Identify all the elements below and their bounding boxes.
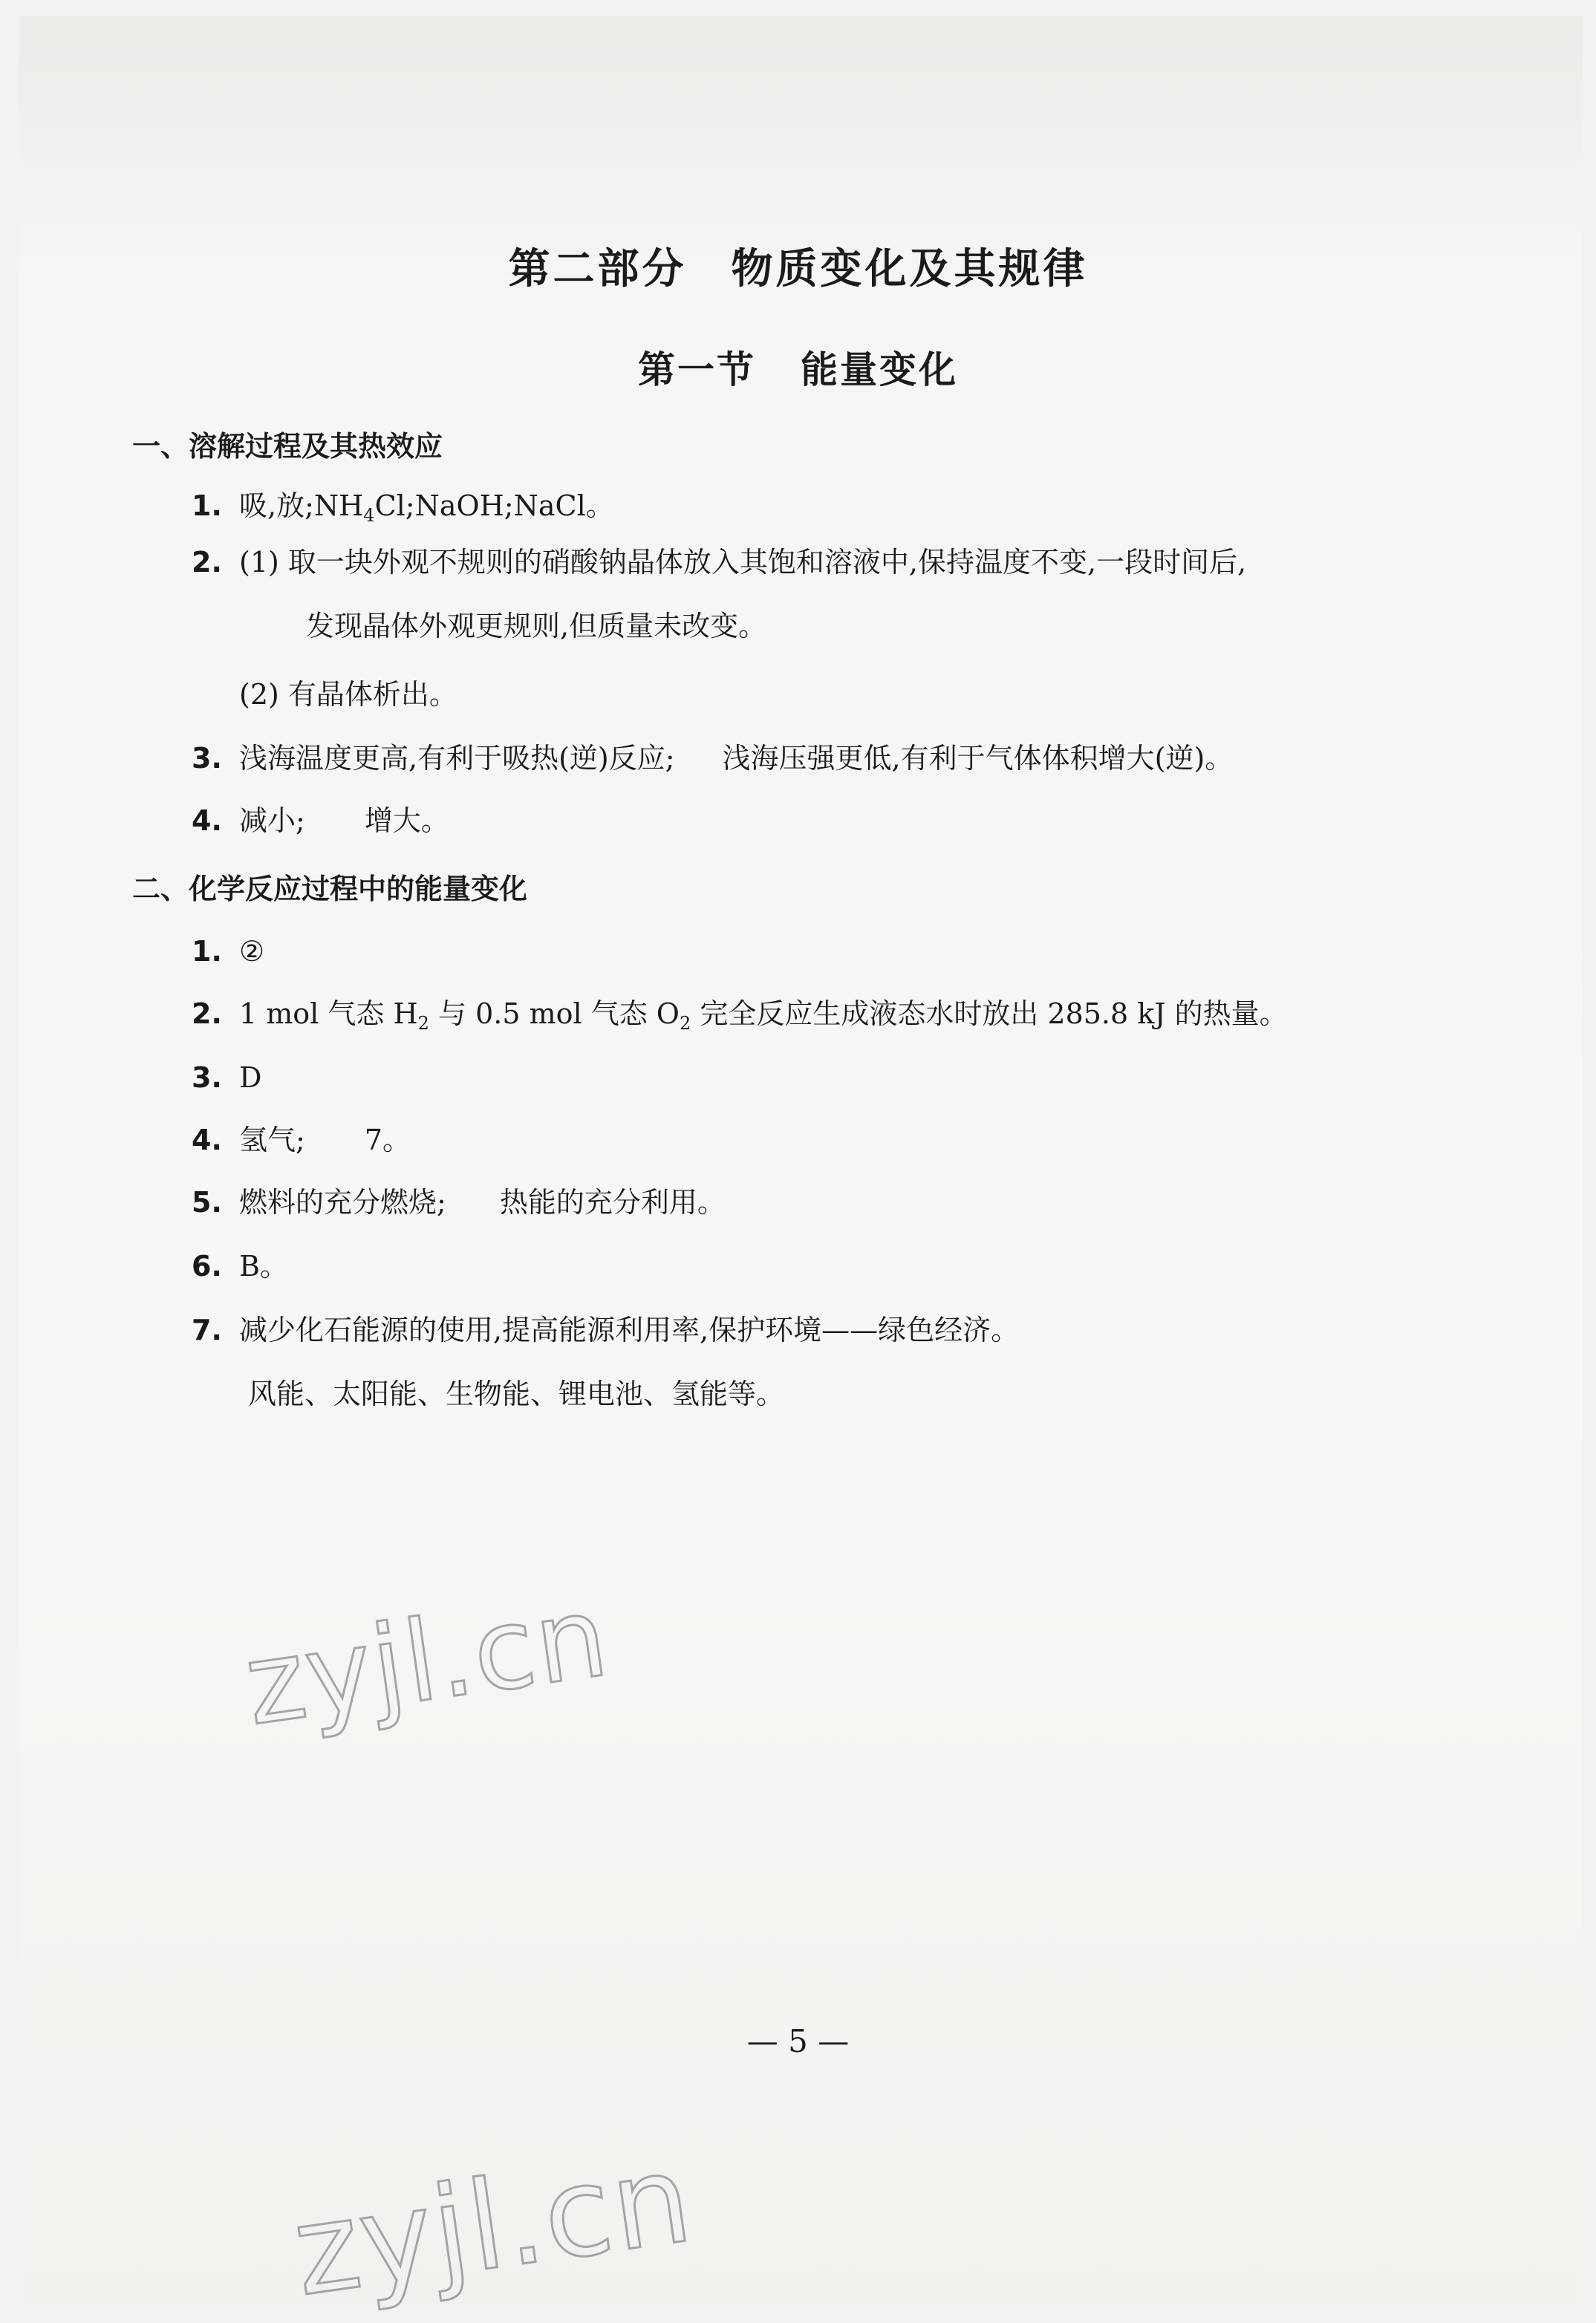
answer-2-5: 5. 燃料的充分燃烧; 热能的充分利用。 (192, 1184, 726, 1221)
page-number: — 5 — (746, 2023, 850, 2059)
answer-2-6: 6. B。 (192, 1248, 288, 1285)
watermark-logo: zyjl.cn (238, 1571, 616, 1751)
answer-1-1: 1. 吸,放$;NH_4Cl;NaOH;NaCl$。 (192, 487, 614, 524)
question-number: 1. (192, 935, 222, 968)
section-title-label: 第一节 (638, 348, 756, 391)
part-title-label: 第二部分 (508, 245, 687, 293)
answer-2-1: 1. ② (192, 933, 264, 970)
question-number: 6. (192, 1250, 222, 1283)
answer-1-2-cont: 发现晶体外观更规则,但质量未改变。 (306, 610, 767, 642)
answer-2-7-cont: 风能、太阳能、生物能、锂电池、氢能等。 (248, 1378, 785, 1410)
answer-1-2: 2. (1) 取一块外观不规则的硝酸钠晶体放入其饱和溶液中,保持温度不变,一段时间后, (192, 544, 1246, 581)
heading-reaction-energy: 二、化学反应过程中的能量变化 (132, 873, 528, 905)
answer-2-2: 2. 1 mol 气态 $H_2$ 与 0.5 mol 气态 $O_2$ 完全反应生成液态水时放出 285.8 kJ 的热量。 (192, 995, 1288, 1032)
question-number: 2. (192, 997, 222, 1030)
question-number: 7. (192, 1314, 222, 1346)
question-number: 3. (192, 1061, 222, 1094)
answer-2-7: 7. 减少化石能源的使用,提高能源利用率,保护环境——绿色经济。 (192, 1312, 1019, 1349)
part-title (0, 236, 1596, 296)
watermark-logo: zyjl.cn (285, 2126, 701, 2323)
part-title-text: 物质变化及其规律 (731, 245, 1088, 293)
question-number: 3. (192, 742, 222, 775)
answer-1-4: 4. 减小; 增大。 (192, 802, 449, 839)
question-number: 1. (192, 489, 222, 522)
answer-2-4: 4. 氢气; 7。 (192, 1121, 411, 1159)
question-number: 4. (192, 1124, 222, 1156)
question-number: 5. (192, 1186, 222, 1219)
question-number: 2. (192, 546, 222, 579)
answer-1-3: 3. 浅海温度更高,有利于吸热(逆)反应; 浅海压强更低,有利于气体体积增大(逆)。 (192, 740, 1233, 777)
answer-2-3: 3. D (192, 1059, 261, 1096)
answer-1-2-part2: (2) 有晶体析出。 (239, 678, 457, 711)
section-title-text: 能量变化 (801, 348, 958, 391)
heading-dissolution: 一、溶解过程及其热效应 (132, 430, 443, 463)
question-number: 4. (192, 804, 222, 837)
section-title (0, 340, 1596, 394)
